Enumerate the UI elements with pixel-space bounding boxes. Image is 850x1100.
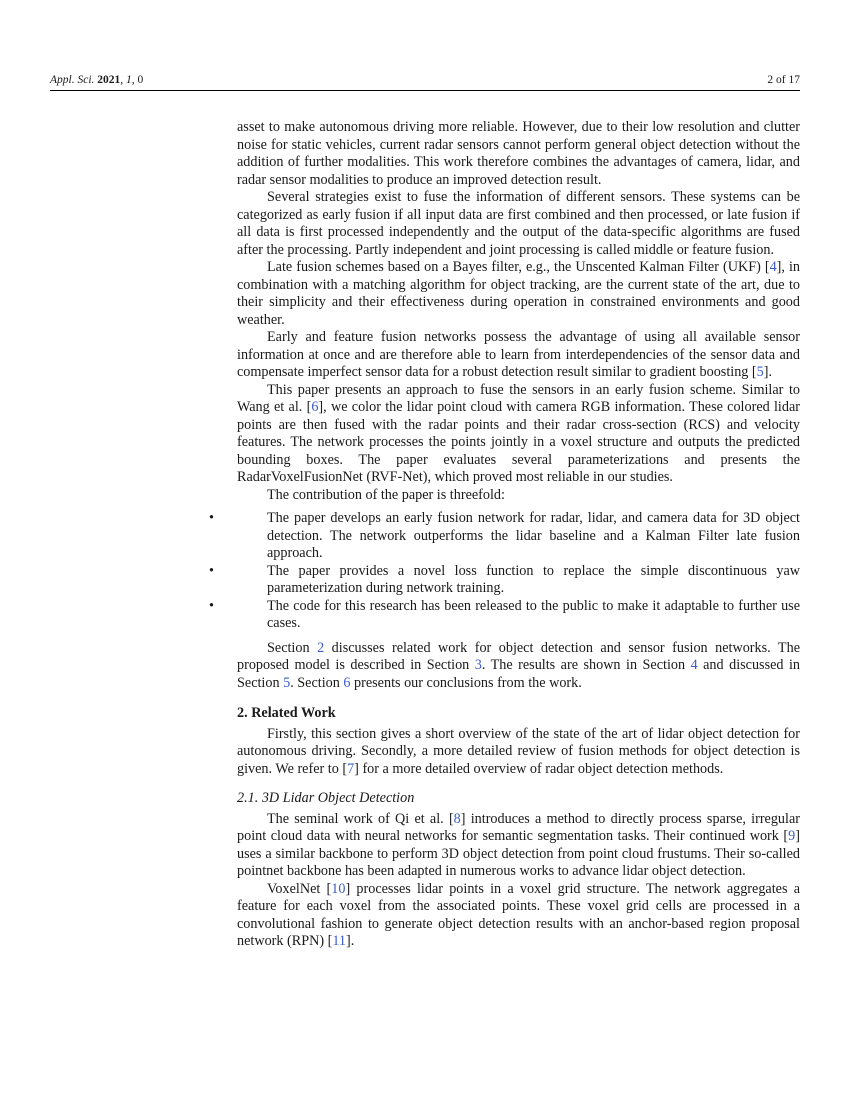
- fusion-strategies-paragraph: Several strategies exist to fuse the information of different sensors. These systems can be categorized as early fusion if all input data are first combined and then processed, or late fusion if all data is first processed independently and the output of the data-specific algorithms are fused after the processing. Partly independent and joint processing is called middle or feature fusion.: [237, 189, 800, 258]
- citation-link[interactable]: 11: [332, 933, 347, 949]
- contribution-list: [209, 510, 800, 633]
- bullet-icon: •: [209, 562, 214, 579]
- section-link[interactable]: 6: [343, 674, 351, 691]
- section-link[interactable]: 4: [690, 657, 698, 673]
- citation-link[interactable]: 5: [756, 364, 764, 380]
- header-rule: [50, 90, 800, 91]
- page-number: 2 of 17: [767, 74, 800, 86]
- journal-volume: 1: [126, 74, 132, 86]
- citation-link[interactable]: 10: [331, 880, 346, 897]
- intro-paragraph-continued: asset to make autonomous driving more reliable. However, due to their low resolution and clutter noise for static vehicles, current radar sensors cannot perform general object detection without the addition of further modalities. This work therefore combines the advantages of camera, lidar, and radar sensor modalities to produce an improved detection result.: [237, 119, 800, 188]
- citation-link[interactable]: 8: [453, 810, 461, 827]
- journal-citation: Appl. Sci. 2021, 1, 0: [50, 74, 144, 86]
- early-fusion-paragraph: Early and feature fusion networks possess the advantage of using all available sensor information at once and are therefore able to learn from interdependencies of the sensor data and compensate imperfect sensor data for a robust detection result similar to gradient boosting [5].: [237, 329, 800, 380]
- citation-link[interactable]: 4: [769, 259, 777, 275]
- subsection-heading: 2.1. 3D Lidar Object Detection: [237, 790, 415, 806]
- journal-name: Appl. Sci.: [50, 74, 95, 86]
- main-content: [209, 119, 800, 951]
- citation-link[interactable]: 7: [347, 760, 355, 777]
- section-link[interactable]: 3: [474, 657, 482, 673]
- contribution-intro: The contribution of the paper is threefold:: [267, 486, 505, 503]
- list-item: • The code for this research has been released to the public to make it adaptable to further use cases.: [209, 597, 800, 631]
- citation-link[interactable]: 9: [788, 828, 796, 844]
- section-heading: 2. Related Work: [237, 705, 336, 721]
- running-header: [50, 72, 800, 88]
- approach-paragraph: This paper presents an approach to fuse the sensors in an early fusion scheme. Similar to Wang et al. [6], we color the lidar point cloud with camera RGB information. These colored lidar points are then fused with the radar points and their radar cross-section (RCS) and velocity features. The network processes the points jointly in a voxel structure and outputs the predicted bounding boxes. The paper evaluates several parameterizations and presents the RadarVoxelFusionNet (RVF-Net), which proved most reliable in our studies.: [237, 381, 800, 485]
- list-item: • The paper develops an early fusion network for radar, lidar, and camera data for 3D object detection. The network outperforms the lidar baseline and a Kalman Filter late fusion approach.: [209, 510, 800, 561]
- paper-outline-paragraph: Section 2 discusses related work for object detection and sensor fusion networks. The proposed model is described in Section 3. The results are shown in Section 4 and discussed in Section 5. Section 6 presents our conclusions from the work.: [237, 639, 800, 691]
- citation-link[interactable]: 6: [311, 399, 319, 415]
- section-link[interactable]: 2: [317, 639, 325, 656]
- article-number: 0: [137, 74, 144, 86]
- late-fusion-paragraph: Late fusion schemes based on a Bayes filter, e.g., the Unscented Kalman Filter (UKF) [4], in combination with a matching algorithm for object tracking, are the current state of the art, due to their simplicity and their effectiveness during operation in constrained environments and good weather.: [237, 259, 800, 328]
- bullet-icon: •: [209, 597, 214, 614]
- list-item: • The paper provides a novel loss function to replace the simple discontinuous yaw parameterization during network training.: [209, 562, 800, 596]
- bullet-icon: •: [209, 510, 214, 526]
- section-link[interactable]: 5: [283, 674, 291, 691]
- voxelnet-paragraph: VoxelNet [10] processes lidar points in a voxel grid structure. The network aggregates a feature for each voxel from the associated points. These voxel grid cells are processed in a convolutional fashion to generate object detection results with an anchor-based region proposal network (RPN) [11].: [237, 880, 800, 949]
- pointnet-paragraph: The seminal work of Qi et al. [8] introduces a method to directly process sparse, irregular point cloud data with neural networks for semantic segmentation tasks. Their continued work [9] uses a similar backbone to perform 3D object detection from point cloud frustums. Their so-called pointnet backbone has been adapted in numerous works to advance lidar object detection.: [237, 810, 800, 879]
- related-work-intro: Firstly, this section gives a short overview of the state of the art of lidar object detection for autonomous driving. Secondly, a more detailed review of fusion methods for object detection is given. We refer to [7] for a more detailed overview of radar object detection methods.: [237, 725, 800, 777]
- journal-year: 2021: [97, 74, 121, 86]
